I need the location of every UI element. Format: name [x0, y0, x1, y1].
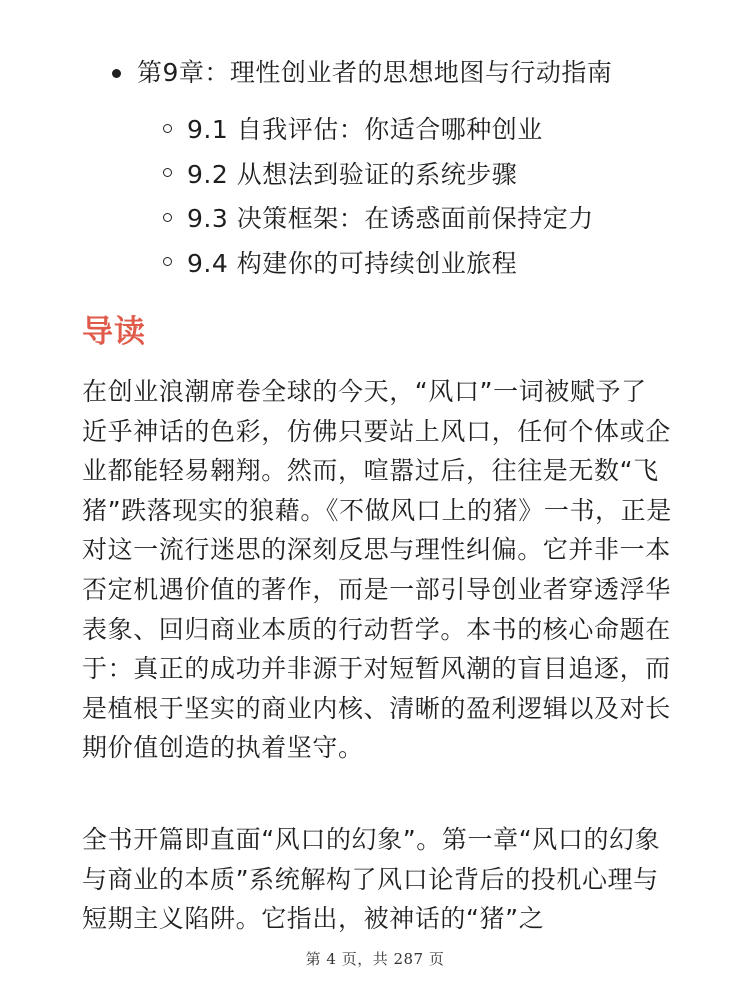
toc-section-label: 9.2 从想法到验证的系统步骤 — [187, 159, 518, 189]
toc-section-label: 9.3 决策框架：在诱惑面前保持定力 — [187, 204, 594, 234]
toc-section-list — [163, 106, 594, 284]
body-paragraph: 全书开篇即直面“风口的幻象”。第一章“风口的幻象与商业的本质”系统解构了风口论背后的投机心理与短期主义陷阱。它指出，被神话的“猪”之 — [82, 825, 661, 934]
toc-section-item — [163, 195, 594, 240]
toc-section-label: 9.4 构建你的可持续创业旅程 — [187, 248, 518, 278]
bullet-disc-icon — [112, 69, 121, 78]
toc-section-item — [163, 151, 594, 196]
bullet-circle-icon — [163, 168, 172, 177]
section-heading: 导读 — [82, 314, 146, 350]
toc-chapter-item — [112, 52, 612, 94]
bullet-circle-icon — [163, 257, 172, 266]
toc-section-item — [163, 106, 594, 151]
bullet-circle-icon — [163, 124, 172, 133]
toc-section-label: 9.1 自我评估：你适合哪种创业 — [187, 115, 543, 145]
page-number-footer: 第 4 页，共 287 页 — [305, 950, 445, 968]
body-paragraph: 在创业浪潮席卷全球的今天，“风口”一词被赋予了近乎神话的色彩，仿佛只要站上风口，任何个体或企业都能轻易翱翔。然而，喧嚣过后，往往是无数“飞猪”跌落现实的狼藉。《不做风口上的猪》一书，正是对这一流行迷思的深刻反思与理性纠偏。它并非一本否定机遇价值的著作，而是一部引导创业者穿透浮华表象、回归商业本质的行动哲学。本书的核心命题在于：真正的成功并非源于对短暂风潮的盲目追逐，而是植根于坚实的商业内核、清晰的盈利逻辑以及对长期价值创造的执着坚守。 — [82, 377, 672, 763]
toc-section-item — [163, 240, 594, 285]
bullet-circle-icon — [163, 213, 172, 222]
toc-chapter-label: 第9章：理性创业者的思想地图与行动指南 — [137, 58, 613, 87]
